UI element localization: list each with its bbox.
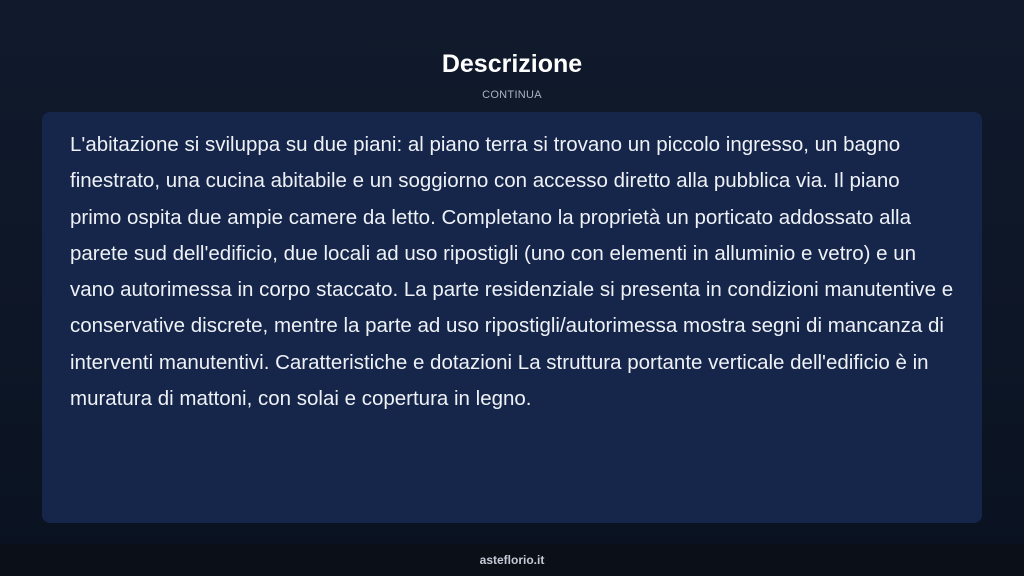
description-text: L'abitazione si sviluppa su due piani: al piano terra si trovano un piccolo ingresso, un bagno finestrato, una cucina abitabile e un soggiorno con accesso diretto alla pubblica via. Il piano primo ospita due ampie camere da letto. Completano la proprietà un porticato addossato alla parete sud dell'edificio, due locali ad uso ripostigli (uno con elementi in alluminio e vetro) e un vano autorimessa in corpo staccato. La parte residenziale si presenta in condizioni manutentive e conservative discrete, mentre la parte ad uso ripostigli/autorimessa mostra segni di mancanza di interventi manutentivi. Caratteristiche e dotazioni La struttura portante verticale dell'edificio è in muratura di mattoni, con solai e copertura in legno. bbox=[70, 133, 954, 411]
footer-site-label: asteflorio.it bbox=[479, 553, 545, 567]
continue-link[interactable]: CONTINUA bbox=[482, 89, 542, 101]
page-title: Descrizione bbox=[441, 50, 583, 78]
footer bbox=[0, 544, 1024, 576]
description-card bbox=[42, 112, 982, 523]
